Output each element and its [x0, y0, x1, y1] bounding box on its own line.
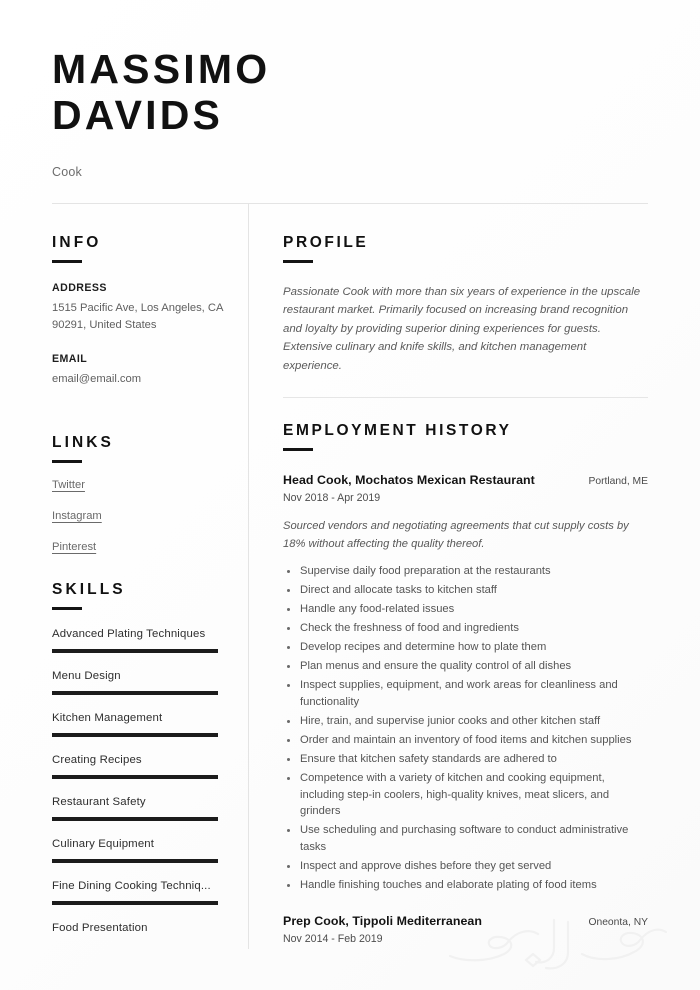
skill-bar-track [52, 901, 218, 905]
job-role: Head Cook, Mochatos Mexican Restaurant [283, 473, 535, 487]
job-dates: Nov 2018 - Apr 2019 [283, 492, 381, 504]
skill-bar-fill [52, 691, 218, 695]
job-bullet: Ensure that kitchen safety standards are adhered to [283, 751, 648, 768]
link-twitter[interactable]: Twitter [52, 478, 85, 491]
resume-header [0, 0, 700, 179]
skill-bar-track [52, 775, 218, 779]
skill-item [52, 754, 234, 779]
job-bullet: Inspect and approve dishes before they get served [283, 858, 648, 875]
skill-label: Kitchen Management [52, 711, 163, 724]
skill-item [52, 880, 234, 905]
skill-item [52, 670, 234, 695]
skills-accent-bar [52, 607, 82, 610]
skill-bar-fill [52, 649, 218, 653]
job-bullet-list [283, 563, 648, 894]
job-entry [283, 914, 648, 945]
skill-bar-track [52, 649, 218, 653]
skill-label: Fine Dining Cooking Techniq... [52, 879, 211, 892]
job-bullet: Order and maintain an inventory of food items and kitchen supplies [283, 732, 648, 749]
skill-bar-fill [52, 775, 218, 779]
last-name: DAVIDS [52, 92, 224, 139]
info-accent-bar [52, 260, 82, 263]
skill-label: Restaurant Safety [52, 795, 146, 808]
skill-bar-fill [52, 859, 218, 863]
skills-section [52, 581, 234, 934]
profile-heading: PROFILE [283, 233, 369, 251]
info-field-email [52, 353, 234, 388]
links-section [52, 434, 234, 553]
header-job-title: Cook [52, 164, 82, 179]
profile-accent-bar [283, 260, 313, 263]
info-heading: INFO [52, 233, 102, 251]
job-bullet: Develop recipes and determine how to plate them [283, 639, 648, 656]
job-dates: Nov 2014 - Feb 2019 [283, 932, 383, 945]
address-value: 1515 Pacific Ave, Los Angeles, CA 90291, United States [52, 301, 223, 331]
job-bullet: Supervise daily food preparation at the restaurants [283, 563, 648, 580]
skill-bar-fill [52, 901, 218, 905]
job-entry [283, 473, 648, 894]
skill-bar-fill [52, 817, 218, 821]
job-summary: Sourced vendors and negotiating agreements that cut supply costs by 18% without affecting the quality thereof. [283, 520, 629, 550]
link-pinterest[interactable]: Pinterest [52, 540, 97, 553]
skill-bar-track [52, 691, 218, 695]
links-heading: LINKS [52, 433, 114, 451]
link-instagram[interactable]: Instagram [52, 509, 102, 522]
skill-bar-fill [52, 733, 218, 737]
job-bullet: Handle any food-related issues [283, 601, 648, 618]
profile-section [283, 234, 648, 375]
sidebar-column [52, 204, 248, 951]
job-header-row [283, 473, 648, 487]
skill-bar-track [52, 859, 218, 863]
skill-item [52, 922, 234, 934]
info-field-address [52, 282, 234, 334]
job-bullet: Direct and allocate tasks to kitchen staff [283, 582, 648, 599]
job-bullet: Handle finishing touches and elaborate plating of food items [283, 877, 648, 894]
job-bullet: Inspect supplies, equipment, and work areas for cleanliness and functionality [283, 677, 648, 710]
skill-item [52, 712, 234, 737]
skill-label: Food Presentation [52, 921, 148, 934]
profile-text: Passionate Cook with more than six years of experience in the upscale restaurant market. Primarily focused on increasing brand recognition and loyalty by providing superior dining experiences for guests. Extensive culinary and knife skills, and kitchen management experience. [283, 285, 641, 372]
employment-accent-bar [283, 448, 313, 451]
job-bullet: Plan menus and ensure the quality control of all dishes [283, 658, 648, 675]
job-role: Prep Cook, Tippoli Mediterranean [283, 913, 482, 928]
job-header-row [283, 914, 648, 928]
job-bullet: Competence with a variety of kitchen and cooking equipment, including step-in coolers, high-quality knives, meat slicers, and grinders [283, 770, 648, 820]
main-column [249, 204, 648, 951]
skills-list [52, 628, 234, 934]
skill-bar-track [52, 733, 218, 737]
job-location: Oneonta, NY [588, 916, 648, 928]
first-name: MASSIMO [52, 46, 271, 92]
resume-body-columns [0, 204, 700, 951]
skill-label: Menu Design [52, 669, 121, 682]
profile-employment-rule [283, 397, 648, 398]
skill-bar-track [52, 817, 218, 821]
email-label: EMAIL [52, 352, 88, 365]
job-bullet: Check the freshness of food and ingredients [283, 620, 648, 637]
skills-heading: SKILLS [52, 580, 126, 598]
info-section [52, 234, 234, 388]
skill-item [52, 628, 234, 653]
employment-heading: EMPLOYMENT HISTORY [283, 422, 512, 439]
job-bullet: Use scheduling and purchasing software to conduct administrative tasks [283, 822, 648, 855]
skill-item [52, 796, 234, 821]
skill-label: Creating Recipes [52, 753, 142, 766]
job-bullet: Hire, train, and supervise junior cooks and other kitchen staff [283, 713, 648, 730]
employment-section [283, 422, 648, 945]
links-list [52, 479, 234, 553]
email-value: email@email.com [52, 372, 142, 385]
address-label: ADDRESS [52, 281, 107, 294]
skill-label: Advanced Plating Techniques [52, 627, 206, 640]
skill-label: Culinary Equipment [52, 837, 155, 850]
links-accent-bar [52, 460, 82, 463]
job-location: Portland, ME [588, 476, 648, 487]
skill-item [52, 838, 234, 863]
